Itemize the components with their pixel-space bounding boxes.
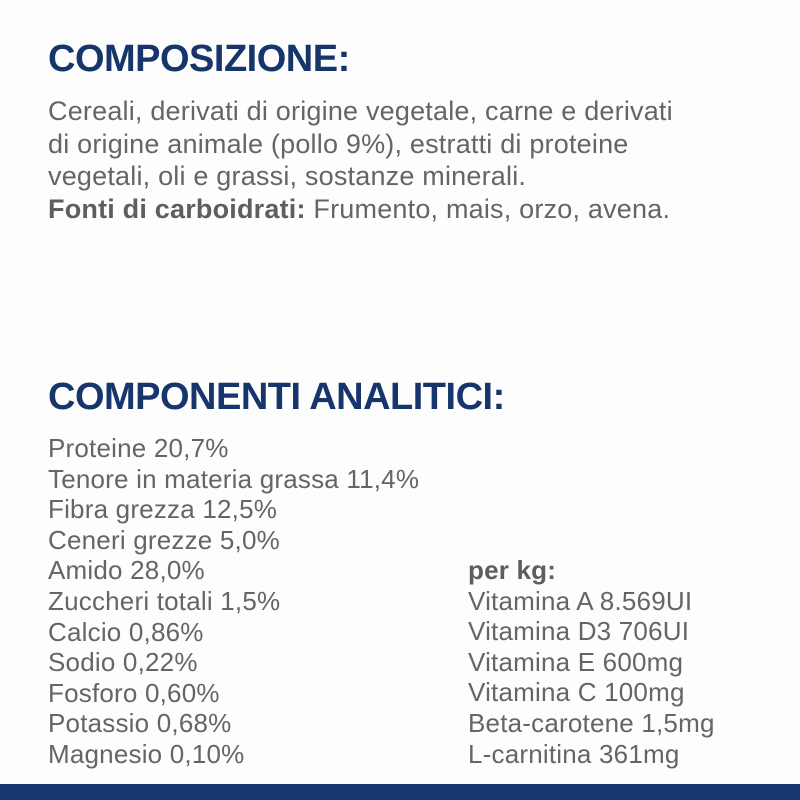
analytic-item-vitamina-e: Vitamina E 600mg <box>468 646 684 677</box>
analytic-item-l-carnitina: L-carnitina 361mg <box>468 738 680 769</box>
analytic-item-vitamina-d3: Vitamina D3 706UI <box>468 616 690 647</box>
analytic-left-column <box>48 433 419 770</box>
analytic-item-vitamina-c: Vitamina C 100mg <box>468 677 685 708</box>
analytic-item-calcio: Calcio 0,86% <box>48 616 204 647</box>
composizione-title: COMPOSIZIONE: <box>48 38 350 80</box>
bottom-brand-bar <box>0 784 800 800</box>
composizione-line: vegetali, oli e grassi, sostanze minerali. <box>48 161 527 191</box>
per-kg-label: per kg: <box>468 555 557 585</box>
analytic-item-zuccheri: Zuccheri totali 1,5% <box>48 585 281 616</box>
analytic-item-magnesio: Magnesio 0,10% <box>48 738 245 769</box>
analytic-item-sodio: Sodio 0,22% <box>48 647 198 678</box>
analytic-item-fosforo: Fosforo 0,60% <box>48 677 220 708</box>
componenti-analitici-title: COMPONENTI ANALITICI: <box>48 376 505 418</box>
analytic-right-column <box>468 555 715 769</box>
carb-sources-line <box>48 193 673 226</box>
composizione-paragraph <box>48 95 673 225</box>
analytic-item-amido: Amido 28,0% <box>48 555 205 586</box>
analytic-item-proteine: Proteine 20,7% <box>48 433 229 463</box>
carb-sources-value: Frumento, mais, orzo, avena. <box>305 193 671 224</box>
analytic-item-fibra: Fibra grezza 12,5% <box>48 494 278 525</box>
composizione-line: di origine animale (pollo 9%), estratti di proteine <box>48 128 629 159</box>
carb-sources-label: Fonti di carboidrati: <box>48 193 306 224</box>
analytic-item-ceneri: Ceneri grezze 5,0% <box>48 524 280 555</box>
analytic-item-vitamina-a: Vitamina A 8.569UI <box>468 585 693 616</box>
analytic-item-grassa: Tenore in materia grassa 11,4% <box>48 463 420 494</box>
analytic-item-beta-carotene: Beta-carotene 1,5mg <box>468 707 715 738</box>
analytic-item-potassio: Potassio 0,68% <box>48 708 232 739</box>
composizione-line: Cereali, derivati di origine vegetale, carne e derivati <box>48 96 673 126</box>
